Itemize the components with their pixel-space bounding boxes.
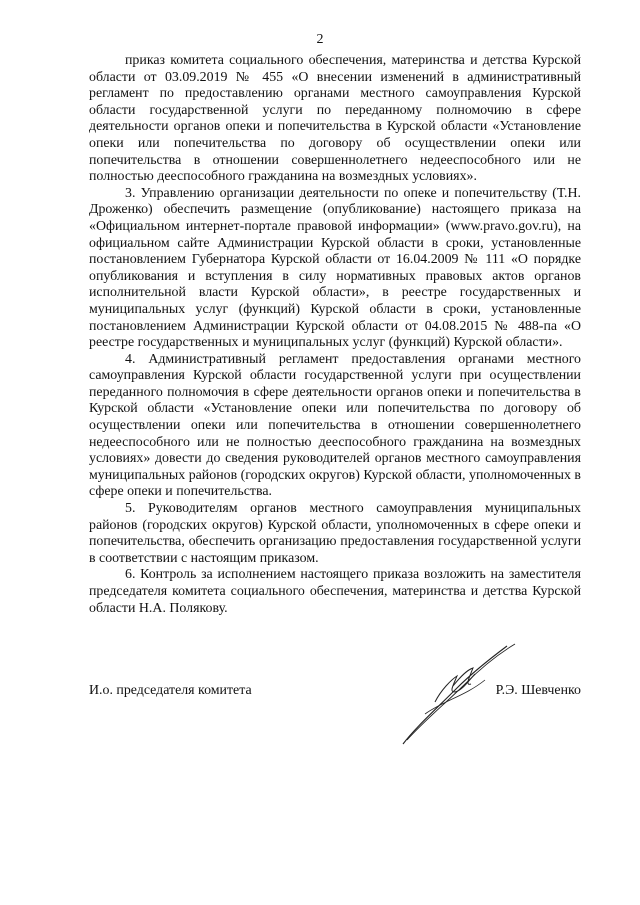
paragraph-item-4: 4. Административный регламент предоставления органами местного самоуправления Курской области государственной услуги при осуществлении переданного полномочия в сфере деятельности органов опеки и попечительства в Курской области «Установление опеки или попечительства по договору об осуществлении опеки или попечительства в отношении совершеннолетнего недееспособного или не полностью дееспособного гражданина на возмездных условиях» довести до сведения руководителей органов местного самоуправления муниципальных районов (городских округов) Курской области, уполномоченных в сфере опеки и попечительства. — [89, 351, 581, 500]
paragraph-item-3: 3. Управлению организации деятельности по опеке и попечительству (Т.Н. Дроженко) обеспечить размещение (опубликование) настоящего приказа на «Официальном интернет-портале правовой информации» (www.pravo.gov.ru), на официальном сайте Администрации Курской области в сроки, установленные постановлением Губернатора Курской области от 16.04.2009 № 111 «О порядке опубликования и вступления в силу нормативных правовых актов органов исполнительной власти Курской области», в реестре государственных и муниципальных услуг (функций) Курской области в сроки, установленные постановлением Администрации Курской области от 04.08.2015 № 488-па «О реестре государственных и муниципальных услуг (функций) Курской области». — [89, 185, 581, 351]
document-body — [89, 53, 581, 617]
paragraph-order-reference: приказ комитета социального обеспечения, материнства и детства Курской области от 03.09.2019 № 455 «О внесении изменений в административный регламент по предоставлению органами местного самоуправления Курской области государственной услуги по переданному полномочию в сфере деятельности органов опеки и попечительства в Курской области «Установление опеки или попечительства по договору об осуществлении опеки или попечительства в отношении совершеннолетнего недееспособного или не полностью дееспособного гражданина на возмездных условиях». — [89, 53, 581, 185]
paragraph-item-5: 5. Руководителям органов местного самоуправления муниципальных районов (городских округов) Курской области, уполномоченных в сфере опеки и попечительства, обеспечить организацию предоставления государственной услуги в соответствии с настоящим приказом. — [89, 501, 581, 566]
signatory-name: Р.Э. Шевченко — [495, 683, 581, 698]
signatory-title: И.о. председателя комитета — [89, 683, 252, 698]
handwritten-signature — [395, 640, 525, 750]
paragraph-item-6: 6. Контроль за исполнением настоящего приказа возложить на заместителя председателя комитета социального обеспечения, материнства и детства Курской области Н.А. Полякову. — [89, 567, 581, 616]
page-number: 2 — [316, 32, 324, 47]
